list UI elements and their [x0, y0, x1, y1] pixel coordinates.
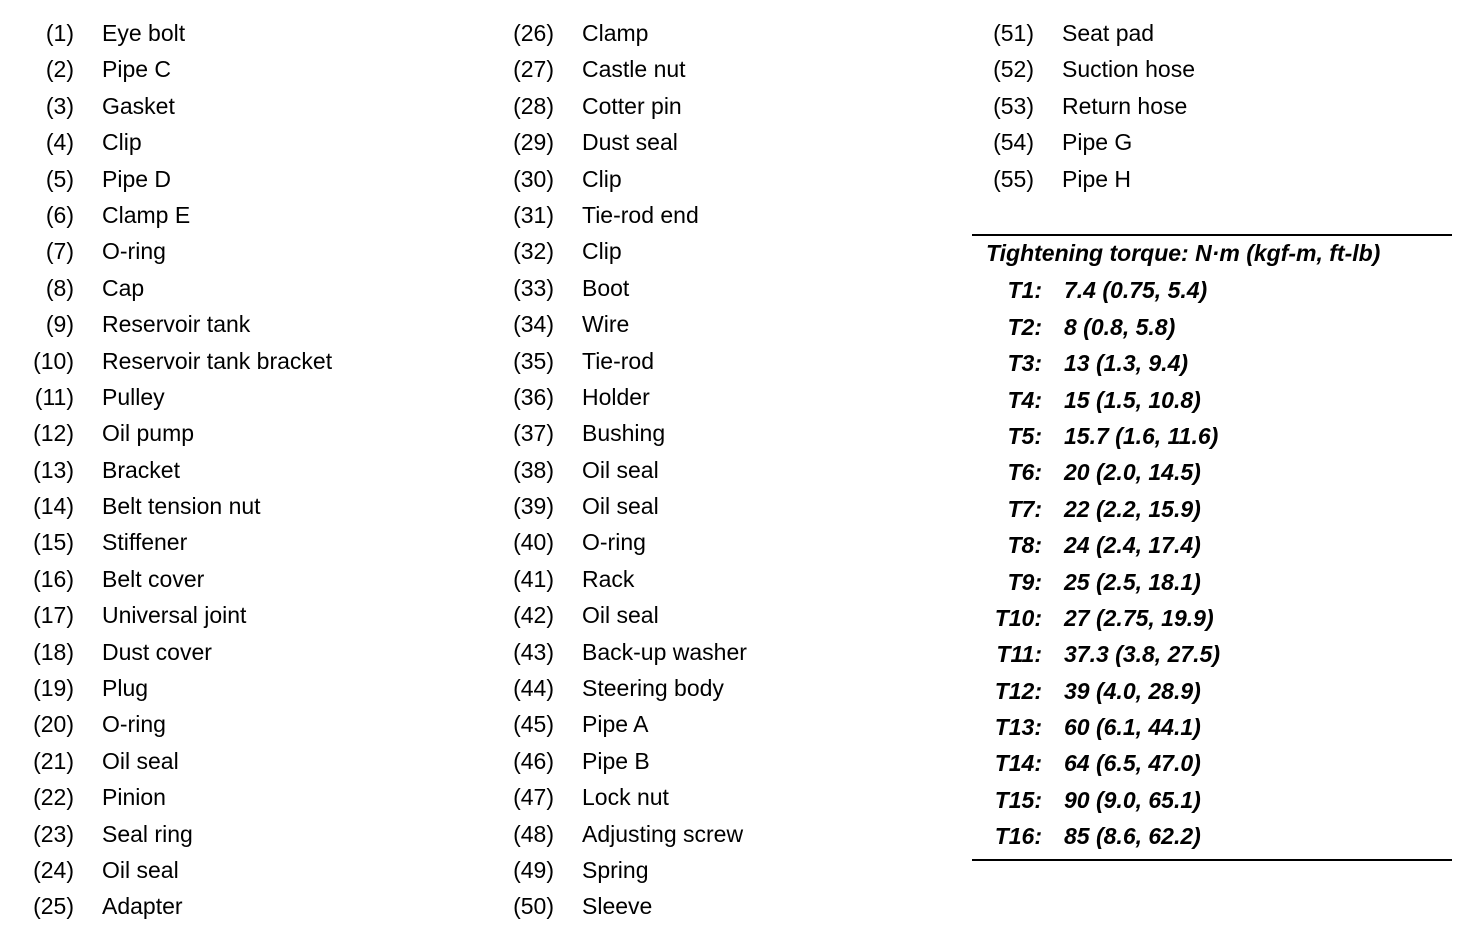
- part-number: (1): [45, 20, 74, 46]
- torque-value: 13 (1.3, 9.4): [1064, 350, 1189, 377]
- part-name: Pipe H: [1062, 165, 1132, 192]
- part-number: (39): [513, 493, 554, 520]
- torque-row: [972, 309, 1452, 345]
- torque-value: 22 (2.2, 15.9): [1064, 495, 1201, 522]
- part-name: Steering body: [582, 675, 724, 702]
- part-number: (23): [33, 820, 74, 847]
- part-name: Oil seal: [582, 602, 659, 629]
- part-name: Oil seal: [582, 493, 659, 520]
- part-name: Pipe A: [582, 711, 649, 738]
- part-name: Oil pump: [102, 420, 195, 447]
- part-name: Pulley: [102, 383, 165, 410]
- torque-value: 37.3 (3.8, 27.5): [1064, 641, 1220, 668]
- part-number: (43): [513, 638, 554, 665]
- torque-row: [972, 782, 1452, 818]
- part-name: Sleeve: [582, 893, 653, 920]
- part-name: Tie-rod end: [582, 201, 699, 228]
- part-number: (50): [513, 893, 554, 920]
- part-name: Bushing: [582, 420, 666, 447]
- part-name: Seat pad: [1062, 20, 1155, 46]
- torque-code: T1:: [1007, 277, 1042, 304]
- part-name: Cotter pin: [582, 92, 682, 119]
- part-number: (19): [33, 675, 74, 702]
- torque-value: 24 (2.4, 17.4): [1064, 532, 1201, 559]
- torque-code: T12:: [994, 677, 1042, 704]
- part-name: Adjusting screw: [582, 820, 744, 847]
- torque-value: 60 (6.1, 44.1): [1064, 714, 1201, 741]
- part-name: Spring: [582, 856, 649, 883]
- part-number: (20): [33, 711, 74, 738]
- part-number: (52): [993, 56, 1034, 83]
- part-number: (16): [33, 565, 74, 592]
- torque-code: T10:: [994, 604, 1042, 631]
- part-name: Adapter: [102, 893, 183, 920]
- torque-code: T3:: [1007, 350, 1042, 377]
- part-number: (41): [513, 565, 554, 592]
- tightening-torque-table: [972, 234, 1452, 861]
- part-number: (12): [33, 420, 74, 447]
- part-number: (22): [33, 784, 74, 811]
- part-number: (5): [45, 165, 74, 192]
- part-number: (24): [33, 856, 74, 883]
- part-number: (36): [513, 383, 554, 410]
- part-number: (30): [513, 165, 554, 192]
- part-name: Eye bolt: [102, 20, 186, 46]
- part-name: Pinion: [102, 784, 166, 811]
- torque-row: [972, 600, 1452, 636]
- torque-value: 85 (8.6, 62.2): [1064, 823, 1201, 850]
- torque-row: [972, 527, 1452, 563]
- part-number: (38): [513, 456, 554, 483]
- part-name: Dust cover: [102, 638, 212, 665]
- torque-row: [972, 745, 1452, 781]
- torque-code: T13:: [994, 714, 1042, 741]
- part-name: Belt cover: [102, 565, 205, 592]
- torque-row: [972, 345, 1452, 381]
- part-name: Castle nut: [582, 56, 686, 83]
- part-name: Bracket: [102, 456, 180, 483]
- torque-value: 20 (2.0, 14.5): [1064, 459, 1201, 486]
- part-name: Clamp E: [102, 201, 191, 228]
- part-name: Pipe G: [1062, 129, 1133, 156]
- torque-value: 27 (2.75, 19.9): [1064, 604, 1214, 631]
- part-number: (37): [513, 420, 554, 447]
- part-number: (35): [513, 347, 554, 374]
- torque-table-title: Tightening torque: N·m (kgf-m, ft-lb): [986, 240, 1381, 266]
- part-number: (9): [45, 311, 74, 338]
- part-number: (31): [513, 201, 554, 228]
- part-name: Plug: [102, 675, 149, 702]
- part-name: Pipe C: [102, 56, 172, 83]
- part-name: Clamp: [582, 20, 649, 46]
- torque-row: [972, 673, 1452, 709]
- torque-code: T8:: [1007, 532, 1042, 559]
- part-name: Oil seal: [582, 456, 659, 483]
- part-name: Gasket: [102, 92, 175, 119]
- part-number: (15): [33, 529, 74, 556]
- torque-row: [972, 272, 1452, 308]
- torque-code: T2:: [1007, 313, 1042, 340]
- part-number: (55): [993, 165, 1034, 192]
- part-name: Return hose: [1062, 92, 1188, 119]
- torque-row: [972, 491, 1452, 527]
- torque-rows: [972, 272, 1452, 854]
- part-number: (4): [45, 129, 74, 156]
- part-name: Belt tension nut: [102, 493, 261, 520]
- torque-row: [972, 636, 1452, 672]
- part-name: Reservoir tank: [102, 311, 251, 338]
- torque-code: T14:: [994, 750, 1042, 777]
- part-number: (14): [33, 493, 74, 520]
- part-name: Clip: [582, 238, 622, 265]
- part-name: Wire: [582, 311, 630, 338]
- part-number: (51): [993, 20, 1034, 46]
- part-name: Back-up washer: [582, 638, 747, 665]
- torque-code: T11:: [996, 641, 1042, 668]
- torque-value: 15 (1.5, 10.8): [1064, 386, 1201, 413]
- part-number: (46): [513, 747, 554, 774]
- part-name: Rack: [582, 565, 635, 592]
- torque-value: 15.7 (1.6, 11.6): [1064, 422, 1219, 449]
- part-name: Tie-rod: [582, 347, 654, 374]
- part-name: Boot: [582, 274, 630, 301]
- part-number: (42): [513, 602, 554, 629]
- part-number: (3): [45, 92, 74, 119]
- part-number: (40): [513, 529, 554, 556]
- part-name: Oil seal: [102, 856, 179, 883]
- torque-code: T15:: [994, 786, 1042, 813]
- torque-value: 25 (2.5, 18.1): [1064, 568, 1201, 595]
- part-name: Clip: [582, 165, 622, 192]
- part-number: (8): [45, 274, 74, 301]
- part-name: Stiffener: [102, 529, 188, 556]
- part-number: (2): [45, 56, 74, 83]
- part-name: Lock nut: [582, 784, 669, 811]
- part-name: O-ring: [102, 711, 166, 738]
- torque-row: [972, 818, 1452, 854]
- part-number: (26): [513, 20, 554, 46]
- part-number: (32): [513, 238, 554, 265]
- torque-value: 7.4 (0.75, 5.4): [1064, 277, 1208, 304]
- torque-value: 90 (9.0, 65.1): [1064, 786, 1201, 813]
- torque-code: T9:: [1007, 568, 1042, 595]
- part-name: Clip: [102, 129, 142, 156]
- part-name: Pipe D: [102, 165, 172, 192]
- part-name: Cap: [102, 274, 145, 301]
- part-number: (45): [513, 711, 554, 738]
- torque-value: 39 (4.0, 28.9): [1064, 677, 1201, 704]
- part-number: (21): [33, 747, 74, 774]
- part-name: Holder: [582, 383, 650, 410]
- part-name: Reservoir tank bracket: [102, 347, 333, 374]
- part-number: (25): [33, 893, 74, 920]
- part-number: (27): [513, 56, 554, 83]
- torque-row: [972, 454, 1452, 490]
- part-number: (29): [513, 129, 554, 156]
- torque-code: T7:: [1007, 495, 1042, 522]
- part-number: (10): [33, 347, 74, 374]
- torque-value: 64 (6.5, 47.0): [1064, 750, 1201, 777]
- part-name: Pipe B: [582, 747, 650, 774]
- part-number: (47): [513, 784, 554, 811]
- part-number: (33): [513, 274, 554, 301]
- torque-code: T6:: [1007, 459, 1042, 486]
- part-name: O-ring: [102, 238, 166, 265]
- torque-value: 8 (0.8, 5.8): [1064, 313, 1176, 340]
- torque-row: [972, 418, 1452, 454]
- part-number: (17): [33, 602, 74, 629]
- torque-row: [972, 564, 1452, 600]
- part-number: (53): [993, 92, 1034, 119]
- part-number: (28): [513, 92, 554, 119]
- part-number: (11): [34, 383, 74, 410]
- torque-code: T4:: [1007, 386, 1042, 413]
- part-number: (18): [33, 638, 74, 665]
- torque-code: T16:: [994, 823, 1042, 850]
- part-number: (7): [45, 238, 74, 265]
- part-number: (13): [33, 456, 74, 483]
- part-name: Seal ring: [102, 820, 193, 847]
- part-number: (34): [513, 311, 554, 338]
- part-number: (44): [513, 675, 554, 702]
- torque-row: [972, 382, 1452, 418]
- part-name: Dust seal: [582, 129, 678, 156]
- part-number: (6): [45, 201, 74, 228]
- part-number: (54): [993, 129, 1034, 156]
- part-number: (48): [513, 820, 554, 847]
- torque-row: [972, 709, 1452, 745]
- torque-code: T5:: [1007, 422, 1042, 449]
- part-number: (49): [513, 856, 554, 883]
- part-name: Suction hose: [1062, 56, 1195, 83]
- part-name: O-ring: [582, 529, 646, 556]
- part-name: Universal joint: [102, 602, 247, 629]
- part-name: Oil seal: [102, 747, 179, 774]
